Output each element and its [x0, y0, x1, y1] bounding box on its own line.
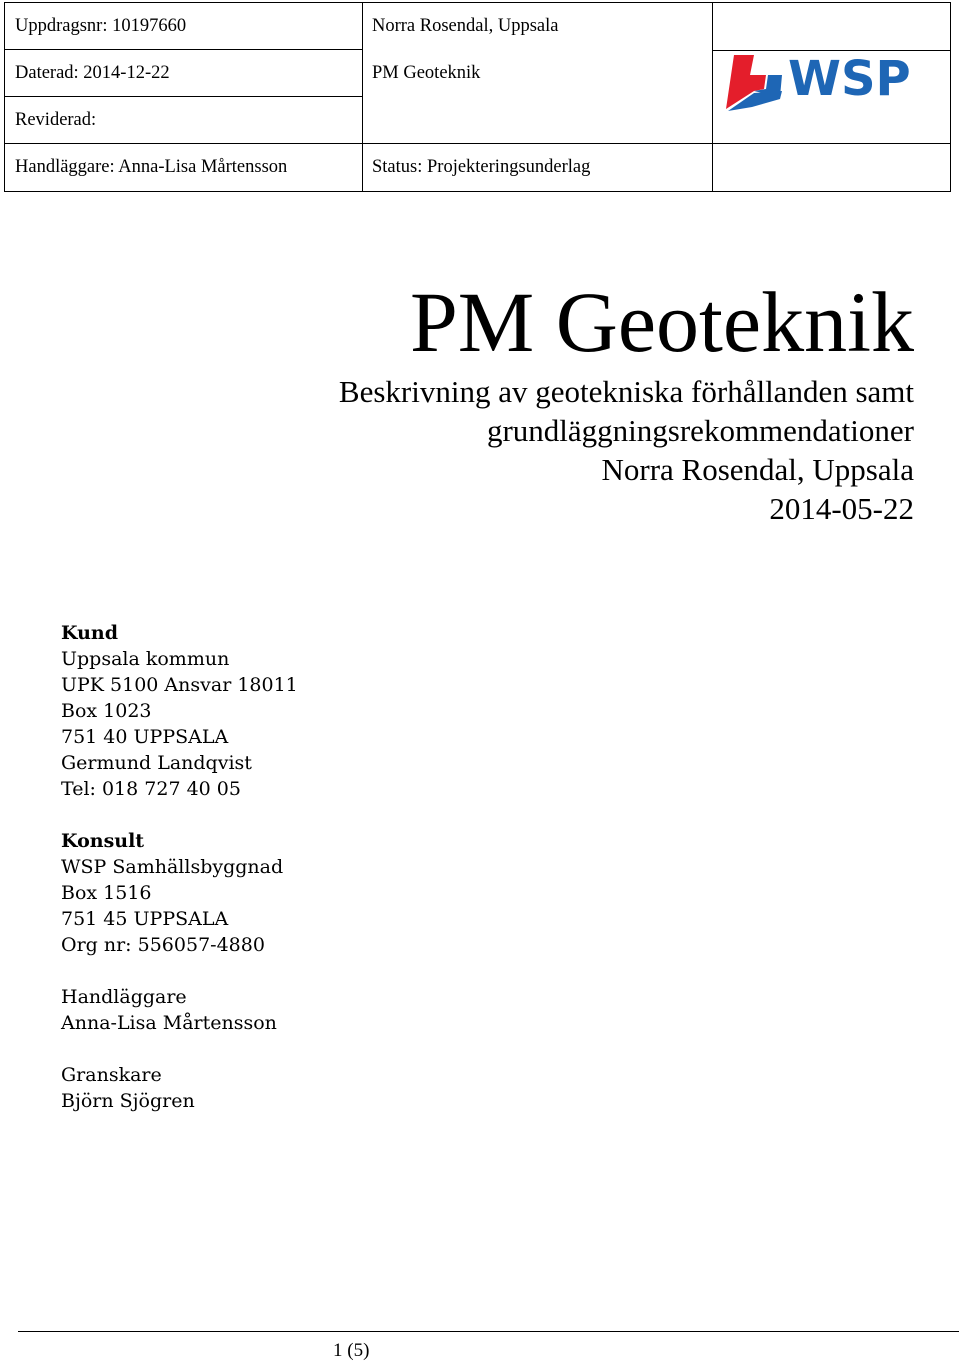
granskare-name: Björn Sjögren: [61, 1090, 195, 1112]
reviderad: Reviderad:: [5, 97, 362, 144]
konsult-line: WSP Samhällsbyggnad: [61, 856, 284, 878]
handlaggare-name: Anna-Lisa Mårtensson: [61, 1012, 277, 1034]
header-table: [4, 2, 951, 192]
header-status: Status: Projekteringsunderlag: [372, 157, 591, 177]
document-title: PM Geoteknik: [409, 274, 914, 370]
header-column-middle: [362, 3, 713, 191]
header-column-left: [5, 3, 363, 191]
info-section: [61, 620, 298, 1114]
page-number: 1 (5): [333, 1340, 370, 1361]
konsult-line: Box 1516: [61, 882, 152, 904]
kund-line: Tel: 018 727 40 05: [61, 778, 241, 800]
konsult-heading: Konsult: [61, 830, 145, 852]
kund-heading: Kund: [61, 622, 119, 644]
subtitle-line-1: Beskrivning av geotekniska förhållanden samt: [338, 374, 914, 409]
subtitle-line-2: grundläggningsrekommendationer: [486, 413, 914, 448]
uppdragsnr: Uppdragsnr: 10197660: [5, 3, 362, 50]
konsult-line: 751 45 UPPSALA: [61, 908, 229, 930]
title-block: [339, 272, 914, 528]
logo-cell: [712, 50, 950, 144]
konsult-line: Org nr: 556057-4880: [61, 934, 265, 956]
kund-line: 751 40 UPPSALA: [61, 726, 229, 748]
header-doc-type: PM Geoteknik: [362, 50, 712, 144]
kund-line: UPK 5100 Ansvar 18011: [61, 674, 298, 696]
footer-rule: [18, 1331, 959, 1332]
handlaggare-header: Handläggare: Anna-Lisa Mårtensson: [15, 157, 288, 177]
subtitle-date: 2014-05-22: [769, 491, 914, 526]
logo-text: WSP: [788, 51, 911, 107]
subtitle-place: Norra Rosendal, Uppsala: [601, 452, 914, 487]
handlaggare-heading: Handläggare: [61, 986, 187, 1008]
kund-line: Germund Landqvist: [61, 752, 252, 774]
daterad: Daterad: 2014-12-22: [5, 50, 362, 97]
kund-line: Box 1023: [61, 700, 152, 722]
wsp-logo: [724, 51, 924, 115]
header-column-right: [712, 3, 950, 191]
header-place: Norra Rosendal, Uppsala: [372, 16, 559, 36]
kund-line: Uppsala kommun: [61, 648, 230, 670]
granskare-heading: Granskare: [61, 1064, 162, 1086]
